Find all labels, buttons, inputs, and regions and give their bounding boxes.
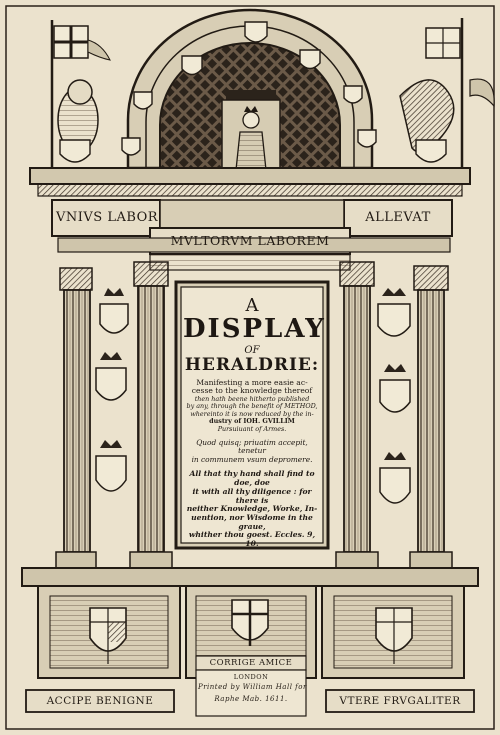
motto-line: in communem vsum depromere. <box>191 454 313 464</box>
subtitle-line: cesse to the knowledge thereof <box>191 386 313 396</box>
dragon-supporter <box>400 18 494 170</box>
scripture-line: whither thou goest. Eccles. 9, 10. <box>188 530 316 549</box>
subtitle-line: then hath beene hitherto published <box>194 395 310 404</box>
enthroned-king-figure <box>222 90 280 170</box>
title-a: A <box>245 295 259 316</box>
title-heraldrie: HERALDRIE: <box>184 355 320 376</box>
imprint-publisher: Raphe Mab. 1611. <box>214 695 288 703</box>
pedestal <box>22 568 478 716</box>
subtitle-line: dustry of IOH. GVILLIM <box>209 417 295 426</box>
scripture-line: All that thy hand shall find to doe, doe <box>189 469 315 488</box>
banner-base-left: ACCIPE BENIGNE <box>46 695 154 707</box>
banner-left-top: VNIVS LABOR <box>56 210 159 225</box>
subtitle-line: Manifesting a more easie ac- <box>196 377 308 387</box>
lion-supporter <box>52 20 110 170</box>
scripture-line: it with all thy diligence : for there is <box>192 486 312 505</box>
banner-right-top: ALLEVAT <box>365 210 431 225</box>
subtitle-line: whereinto it is now reduced by the in- <box>190 409 314 418</box>
subtitle-line: Pursuiuant of Armes. <box>217 424 287 433</box>
scripture-line: uention, nor Wisdome in the graue, <box>191 513 313 531</box>
imprint-city: LONDON <box>233 673 269 681</box>
title-display: DISPLAY <box>183 313 326 344</box>
motto-line: Quod quisq; priuatim accepit, tenetur <box>196 437 308 456</box>
scripture-line: neither Knowledge, Worke, In- <box>186 504 318 514</box>
banner-base-right: VTERE FRVGALITER <box>339 695 461 707</box>
title-of: OF <box>244 344 260 356</box>
imprint-printer: Printed by William Hall for <box>198 683 307 691</box>
banner-base-center: CORRIGE AMICE <box>209 658 293 668</box>
subtitle-line: by any, through the benefit of METHOD, <box>186 402 318 411</box>
title-panel <box>183 290 326 549</box>
banner-lintel: MVLTORVM LABOREM <box>170 233 330 248</box>
